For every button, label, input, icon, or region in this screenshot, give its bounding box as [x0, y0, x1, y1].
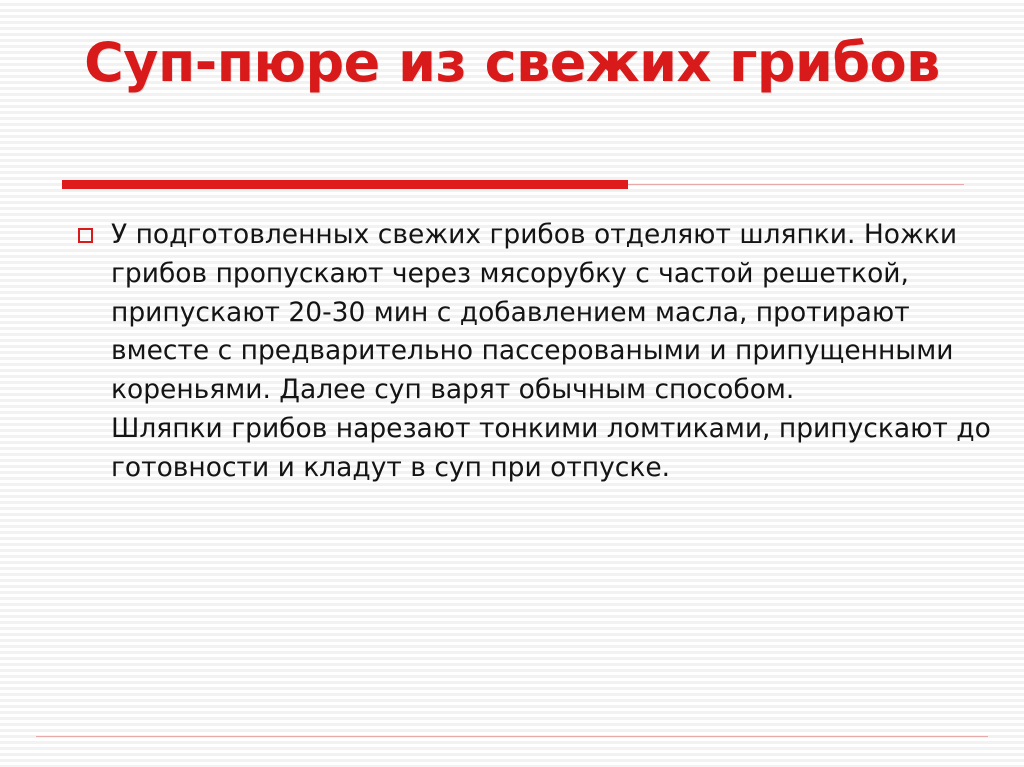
content-bullet-item [78, 216, 1008, 488]
square-bullet-icon [78, 228, 93, 243]
page-title: Суп-пюре из свежих грибов [84, 31, 940, 94]
title-underline-thin [628, 184, 964, 185]
content-text [111, 216, 1008, 488]
content-paragraph-1: У подготовленных свежих грибов отделяют шляпки. Ножки грибов пропускают через мясорубку с частой решеткой, припускают 20-30 мин с добавлением масла, протирают вместе с предварительно пассероваными и припущенными кореньями. Далее суп варят обычным способом. [111, 219, 958, 406]
title-underline-thick [62, 180, 628, 189]
footer-divider [36, 736, 988, 737]
content-paragraph-2: Шляпки грибов нарезают тонкими ломтиками, припускают до готовности и кладут в суп при отпуске. [111, 413, 991, 483]
title-block [60, 31, 964, 94]
